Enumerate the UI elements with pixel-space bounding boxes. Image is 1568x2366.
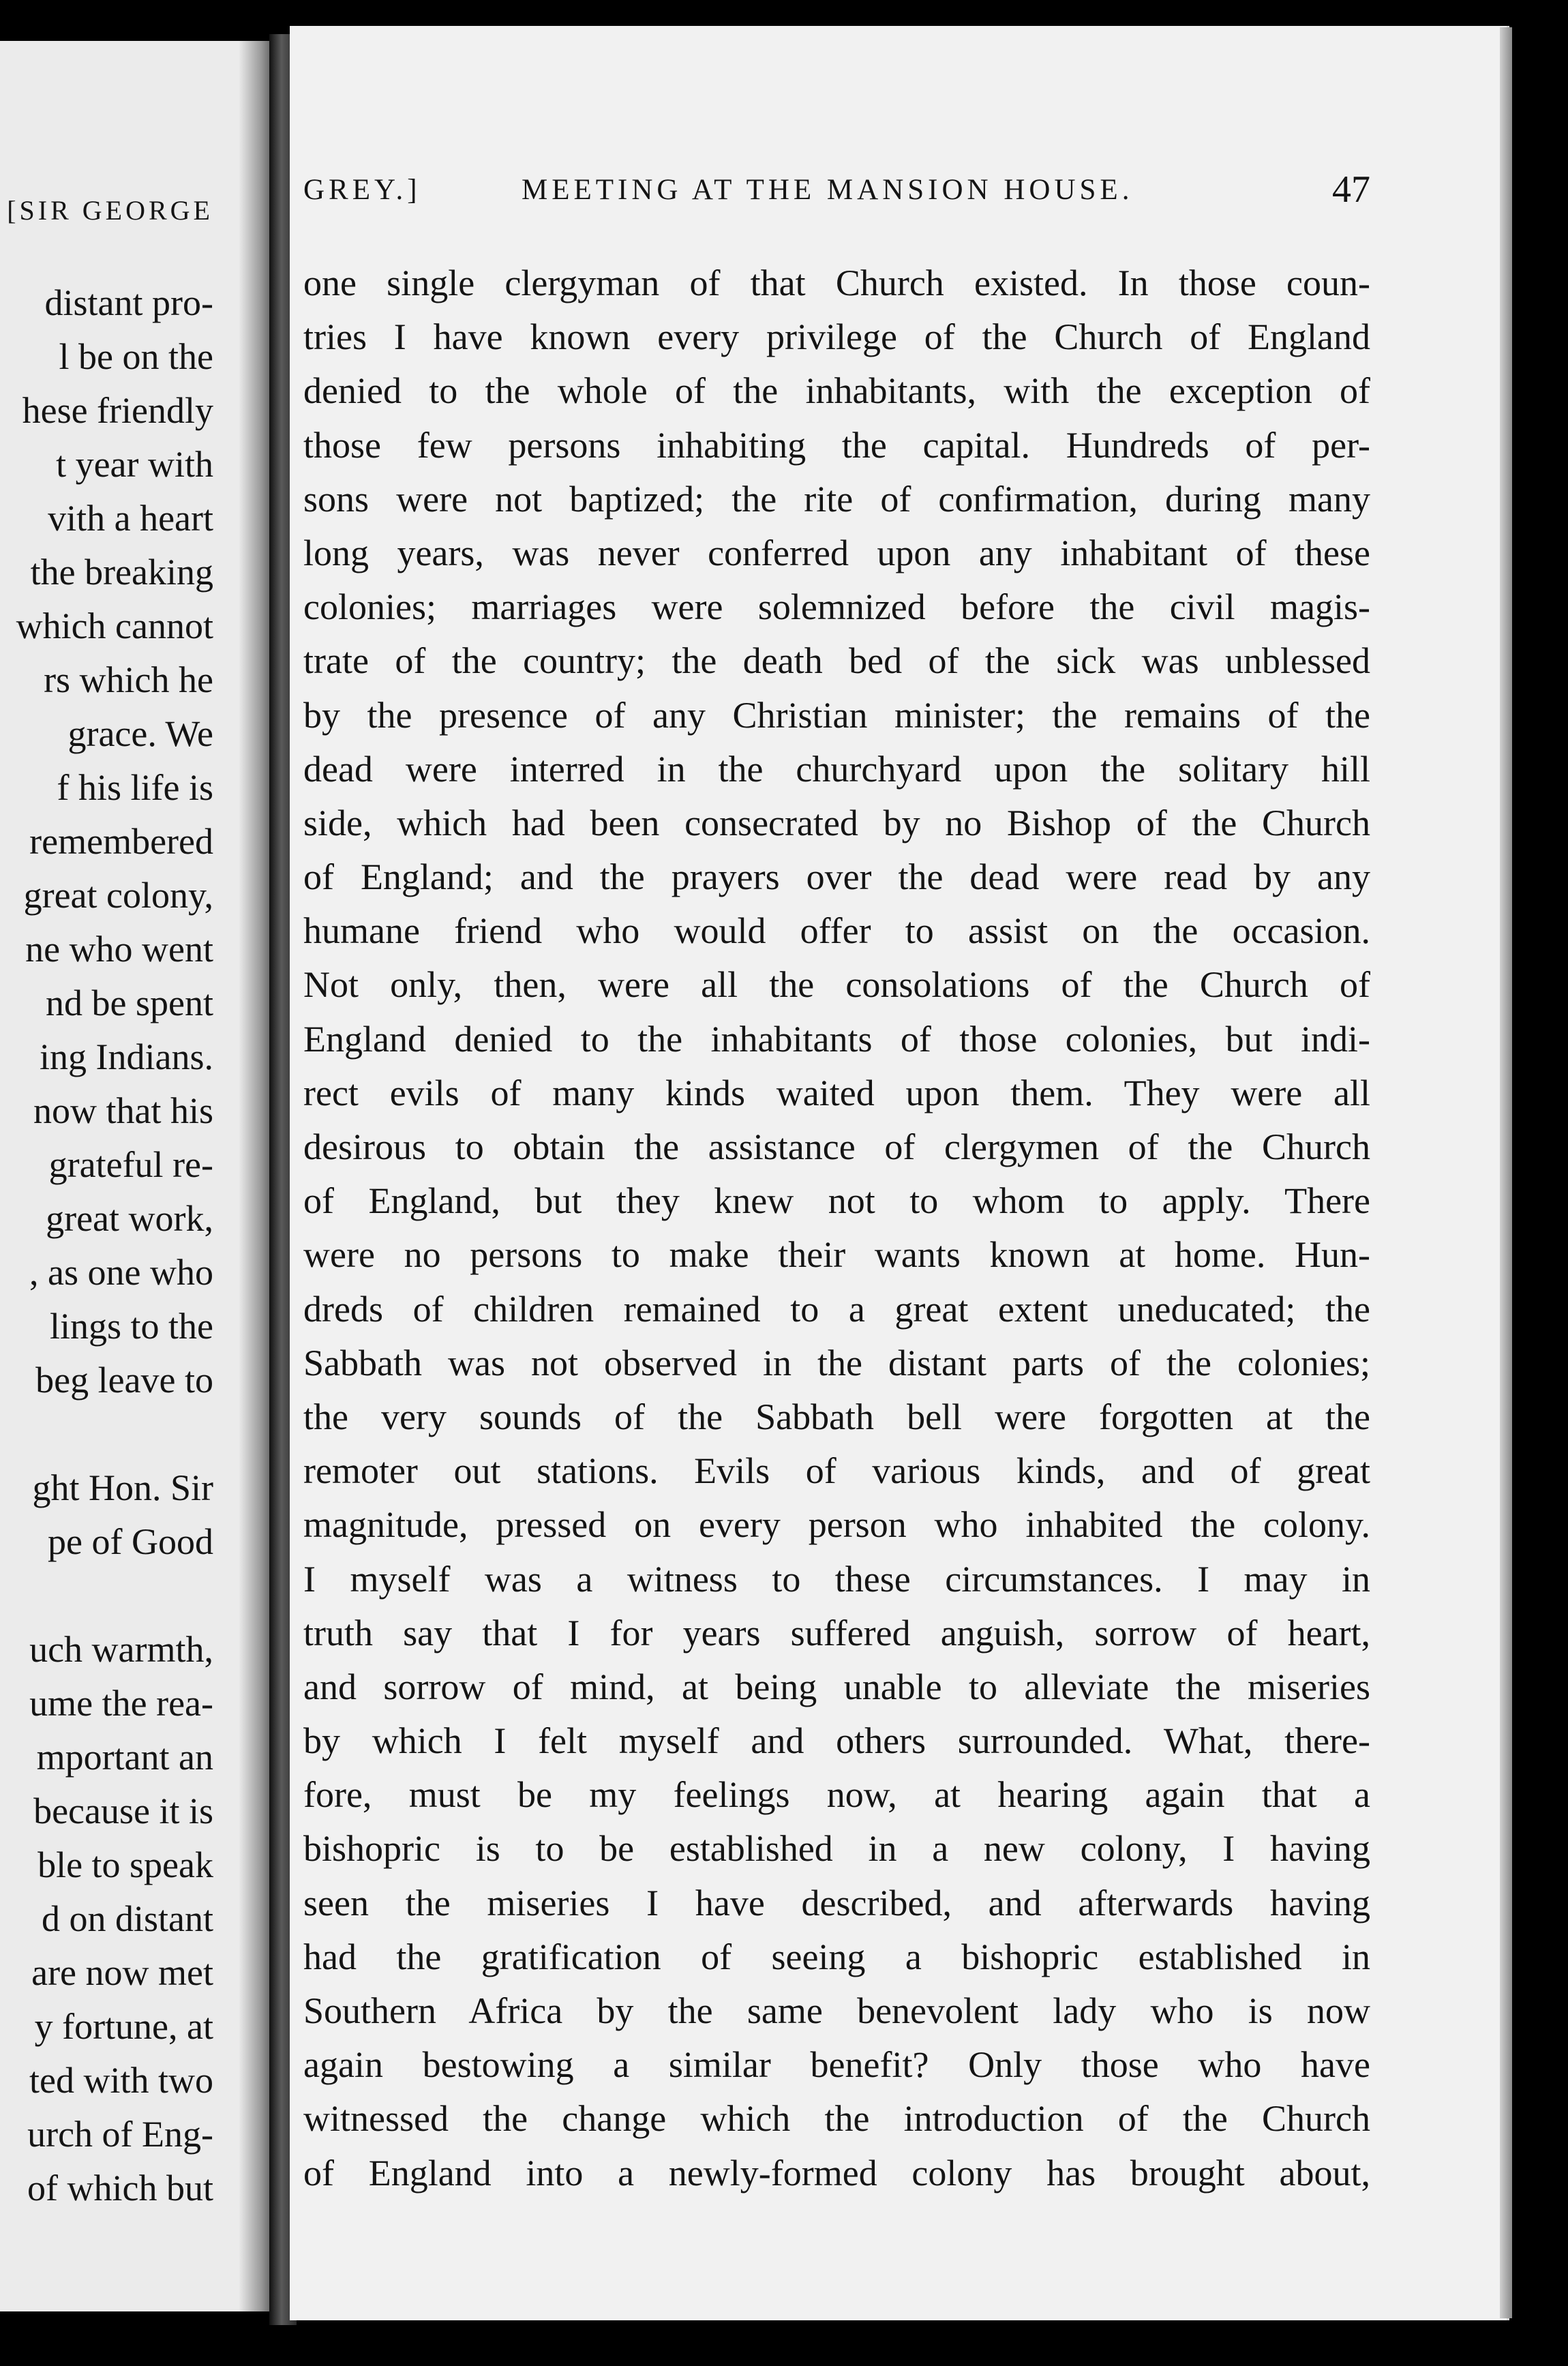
- left-page-line: nd be spent: [46, 983, 213, 1023]
- left-page-line: urch of Eng-: [27, 2114, 213, 2155]
- body-line: bishopric is to be established in a new colony, I having: [303, 1828, 1370, 1870]
- left-page-line: because it is: [33, 1791, 213, 1831]
- left-page-line: , as one who: [29, 1252, 213, 1293]
- body-text: [303, 256, 1370, 2200]
- left-page-line: lings to the: [50, 1306, 213, 1347]
- left-page-line: grace. We: [67, 713, 213, 754]
- body-line: I myself was a witness to these circumstances. I may in: [303, 1558, 1370, 1600]
- body-line: again bestowing a similar benefit? Only those who have: [303, 2044, 1370, 2086]
- left-page-line: beg leave to: [35, 1360, 213, 1401]
- body-line: the very sounds of the Sabbath bell were forgotten at the: [303, 1396, 1370, 1437]
- body-line: remoter out stations. Evils of various kinds, and of great: [303, 1450, 1370, 1492]
- left-page-line: ne who went: [25, 929, 213, 970]
- body-line: trate of the country; the death bed of the sick was unblessed: [303, 640, 1370, 682]
- left-page-line: the breaking: [30, 552, 213, 593]
- left-page-line: mportant an: [36, 1737, 213, 1778]
- page-edge: [1500, 27, 1512, 2318]
- left-page-line: ble to speak: [37, 1844, 213, 1885]
- left-page-line: rs which he: [44, 659, 213, 700]
- left-page-line: y fortune, at: [34, 2006, 213, 2047]
- left-page-line: of which but: [27, 2168, 213, 2208]
- body-line: witnessed the change which the introduction of the Church: [303, 2098, 1370, 2140]
- body-line: denied to the whole of the inhabitants, with the exception of: [303, 370, 1370, 412]
- header-title: MEETING AT THE MANSION HOUSE.: [522, 174, 1134, 206]
- body-line: Sabbath was not observed in the distant parts of the colonies;: [303, 1342, 1370, 1383]
- body-line: of England into a newly-formed colony has brought about,: [303, 2152, 1370, 2193]
- body-line: those few persons inhabiting the capital. Hundreds of per-: [303, 424, 1370, 466]
- body-line: were no persons to make their wants known at home. Hun-: [303, 1234, 1370, 1276]
- left-page-line: t year with: [56, 444, 213, 485]
- body-line: by which I felt myself and others surrounded. What, there-: [303, 1720, 1370, 1762]
- body-line: fore, must be my feelings now, at hearing again that a: [303, 1774, 1370, 1816]
- left-page-line: d on distant: [42, 1898, 213, 1939]
- left-facing-page: [0, 41, 276, 2311]
- body-line: England denied to the inhabitants of those colonies, but indi-: [303, 1018, 1370, 1060]
- left-page-line: great colony,: [23, 875, 213, 916]
- left-page-line: ted with two: [29, 2060, 213, 2101]
- body-line: by the presence of any Christian minister; the remains of the: [303, 694, 1370, 736]
- left-page-line: ing Indians.: [40, 1036, 213, 1077]
- body-line: truth say that I for years suffered anguish, sorrow of heart,: [303, 1612, 1370, 1653]
- body-line: dead were interred in the churchyard upon the solitary hill: [303, 748, 1370, 790]
- header-author: GREY.]: [303, 174, 421, 206]
- left-page-line: pe of Good: [48, 1521, 213, 1562]
- body-line: side, which had been consecrated by no Bishop of the Church: [303, 802, 1370, 843]
- body-line: rect evils of many kinds waited upon them. They were all: [303, 1072, 1370, 1113]
- body-line: desirous to obtain the assistance of clergymen of the Church: [303, 1126, 1370, 1167]
- left-page-line: grateful re-: [48, 1144, 213, 1185]
- left-page-line: uch warmth,: [29, 1629, 213, 1670]
- page-header: [303, 168, 1370, 221]
- body-line: magnitude, pressed on every person who inhabited the colony.: [303, 1504, 1370, 1546]
- left-page-line: distant pro-: [44, 282, 213, 323]
- body-line: one single clergyman of that Church existed. In those coun-: [303, 263, 1370, 303]
- body-line: long years, was never conferred upon any inhabitant of these: [303, 532, 1370, 573]
- left-page-line: ume the rea-: [29, 1683, 213, 1724]
- left-page-line: ght Hon. Sir: [32, 1467, 213, 1508]
- body-line: Not only, then, were all the consolations of the Church of: [303, 964, 1370, 1006]
- body-line: tries I have known every privilege of the Church of England: [303, 316, 1370, 358]
- left-page-line: vith a heart: [48, 498, 213, 539]
- body-line: had the gratification of seeing a bishopric established in: [303, 1936, 1370, 1977]
- body-line: colonies; marriages were solemnized before the civil magis-: [303, 586, 1370, 628]
- left-page-line: hese friendly: [22, 390, 213, 431]
- body-line: Southern Africa by the same benevolent lady who is now: [303, 1990, 1370, 2031]
- page-number: 47: [1332, 168, 1370, 211]
- body-line: sons were not baptized; the rite of confirmation, during many: [303, 478, 1370, 520]
- left-page-line: which cannot: [16, 605, 213, 646]
- body-line: dreds of children remained to a great extent uneducated; the: [303, 1288, 1370, 1330]
- left-running-head: [SIR GEORGE: [7, 195, 213, 226]
- body-line: seen the miseries I have described, and afterwards having: [303, 1882, 1370, 1923]
- body-line: and sorrow of mind, at being unable to alleviate the miseries: [303, 1666, 1370, 1707]
- left-page-line: are now met: [31, 1952, 213, 1993]
- left-page-line: great work,: [46, 1198, 213, 1239]
- body-line: humane friend who would offer to assist on the occasion.: [303, 910, 1370, 952]
- body-line: of England; and the prayers over the dead were read by any: [303, 856, 1370, 898]
- left-page-line: remembered: [29, 821, 213, 862]
- left-page-line: f his life is: [57, 767, 213, 808]
- left-page-line: l be on the: [59, 336, 213, 377]
- body-line: of England, but they knew not to whom to apply. There: [303, 1180, 1370, 1222]
- left-page-line: now that his: [33, 1090, 213, 1131]
